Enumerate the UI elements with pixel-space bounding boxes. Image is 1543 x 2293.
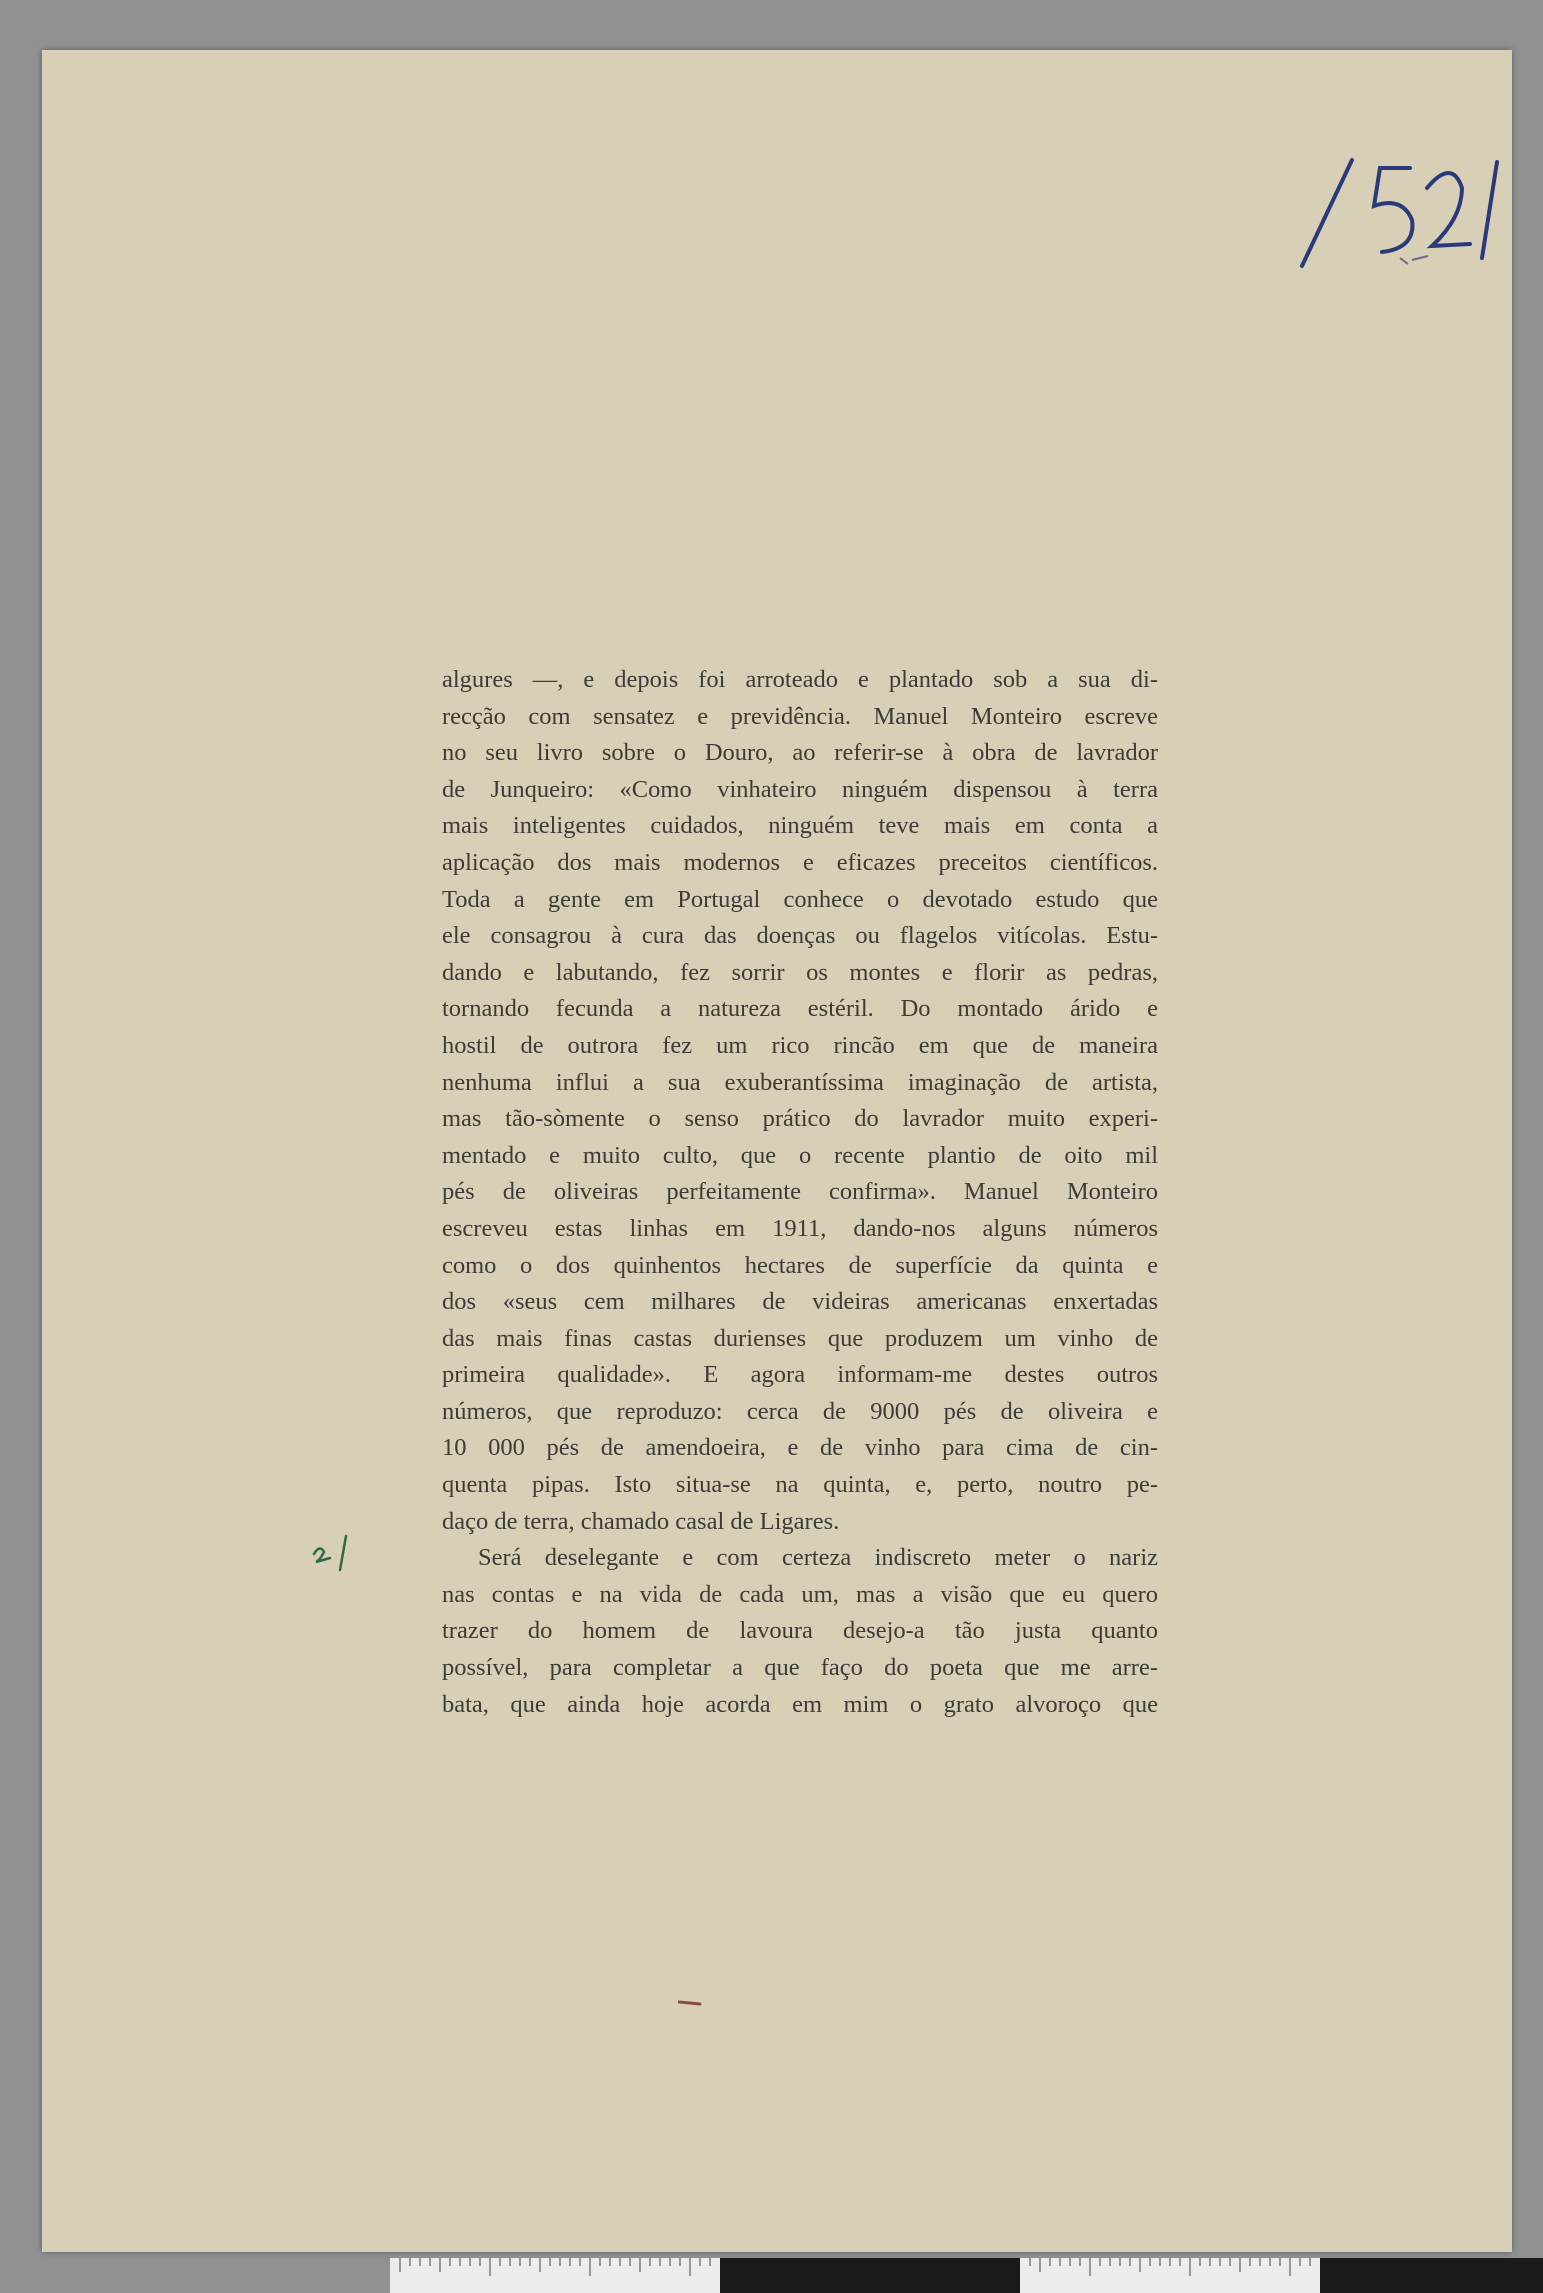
paragraph-2 — [442, 1540, 1158, 1723]
text-line: como o dos quinhentos hectares de superfície da quinta e — [442, 1251, 1158, 1279]
text-line: aplicação dos mais modernos e eficazes preceitos científicos. — [442, 848, 1158, 876]
body-text — [442, 662, 1158, 1723]
text-line: primeira qualidade». E agora informam-me destes outros — [442, 1361, 1158, 1389]
text-line: hostil de outrora fez um rico rincão em que de maneira — [442, 1031, 1158, 1059]
text-line: números, que reproduzo: cerca de 9000 pés de oliveira e — [442, 1397, 1158, 1425]
text-line: mentado e muito culto, que o recente plantio de oito mil — [442, 1141, 1158, 1169]
text-line: quenta pipas. Isto situa-se na quinta, e, perto, noutro pe- — [442, 1471, 1158, 1499]
text-line: algures —, e depois foi arroteado e plantado sob a sua di- — [442, 666, 1158, 693]
text-line: possível, para completar a que faço do poeta que me arre- — [442, 1654, 1158, 1682]
text-line: nas contas e na vida de cada um, mas a visão que eu quero — [442, 1580, 1158, 1608]
paragraph-1 — [442, 662, 1158, 1540]
scale-ruler — [390, 2258, 1543, 2293]
text-line: no seu livro sobre o Douro, ao referir-se à obra de lavrador — [442, 739, 1158, 767]
text-line: recção com sensatez e previdência. Manuel Monteiro escreve — [442, 702, 1158, 730]
document-page — [42, 50, 1512, 2252]
text-line: nenhuma influi a sua exuberantíssima imaginação de artista, — [442, 1068, 1158, 1096]
text-line: bata, que ainda hoje acorda em mim o grato alvoroço que — [442, 1690, 1158, 1718]
text-line: escreveu estas linhas em 1911, dando-nos alguns números — [442, 1214, 1158, 1242]
text-line: Toda a gente em Portugal conhece o devotado estudo que — [442, 885, 1158, 913]
handwritten-margin-note — [310, 1532, 360, 1572]
text-line: trazer do homem de lavoura desejo-a tão justa quanto — [442, 1617, 1158, 1645]
text-line: tornando fecunda a natureza estéril. Do montado árido e — [442, 995, 1158, 1023]
text-line: pés de oliveiras perfeitamente confirma». Manuel Monteiro — [442, 1178, 1158, 1206]
text-line: de Junqueiro: «Como vinhateiro ninguém dispensou à terra — [442, 775, 1158, 803]
paper-mark — [678, 2000, 702, 2006]
text-line: mais inteligentes cuidados, ninguém teve mais em conta a — [442, 812, 1158, 840]
text-line: daço de terra, chamado casal de Ligares. — [442, 1507, 840, 1535]
text-line: ele consagrou à cura das doenças ou flagelos vitícolas. Estu- — [442, 922, 1158, 950]
text-line: dos «seus cem milhares de videiras americanas enxertadas — [442, 1288, 1158, 1316]
text-line: 10 000 pés de amendoeira, e de vinho para cima de cin- — [442, 1434, 1158, 1462]
handwritten-page-number — [1292, 148, 1522, 278]
text-line: das mais finas castas durienses que produzem um vinho de — [442, 1324, 1158, 1352]
text-line: Será deselegante e com certeza indiscreto meter o nariz — [478, 1544, 1158, 1572]
text-line: mas tão-sòmente o senso prático do lavrador muito experi- — [442, 1105, 1158, 1133]
text-line: dando e labutando, fez sorrir os montes e florir as pedras, — [442, 958, 1158, 986]
